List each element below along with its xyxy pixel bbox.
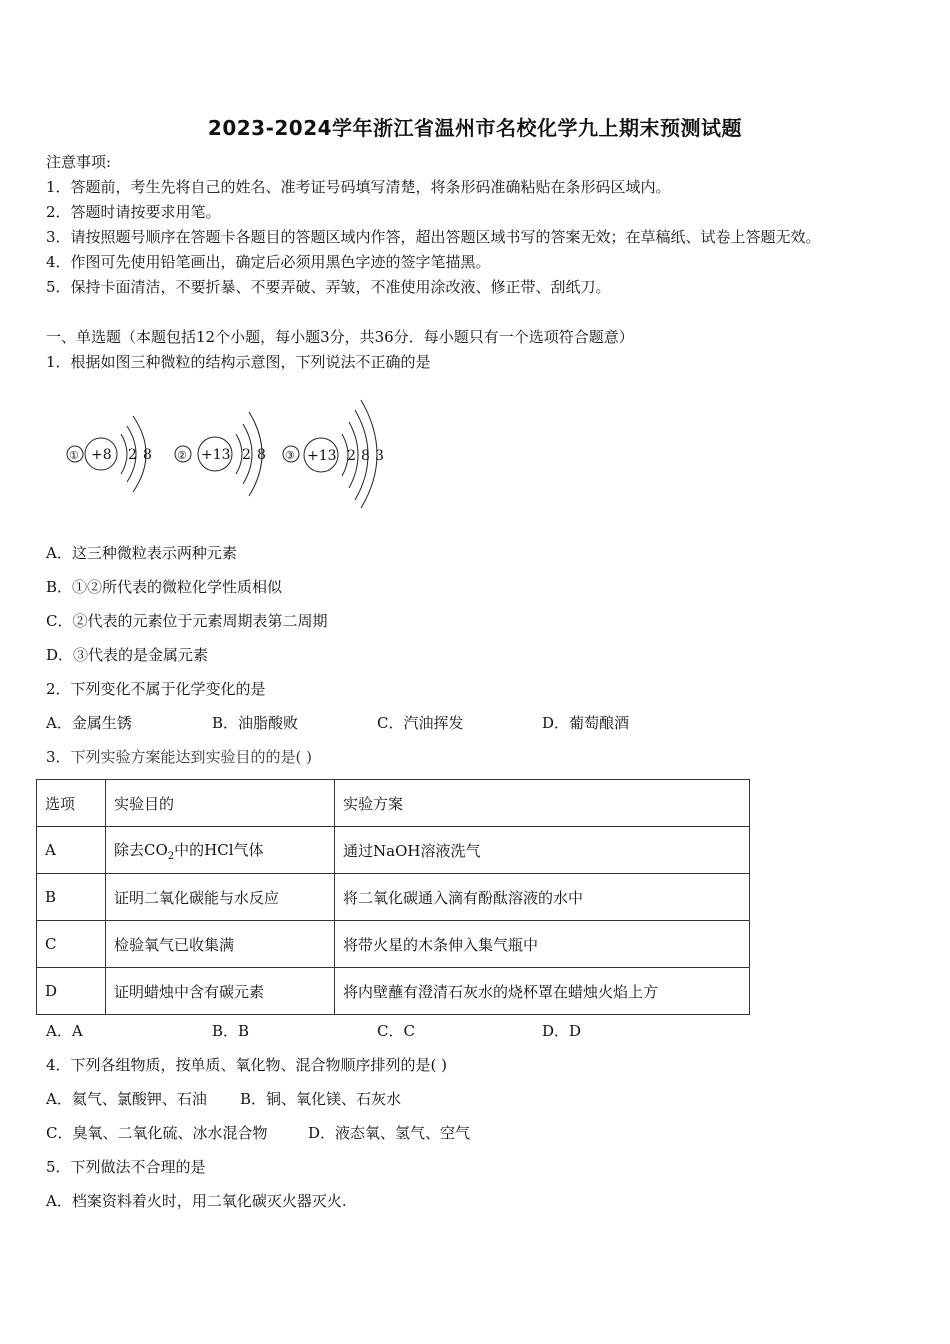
table-header: 选项: [37, 780, 106, 827]
notice-item: 1．答题前，考生先将自己的姓名、准考证号码填写清楚，将条形码准确粘贴在条形码区域内。: [46, 178, 671, 196]
table-header-row: [37, 780, 750, 827]
table-cell: 通过NaOH溶液洗气: [335, 827, 750, 874]
subscript: 2: [167, 850, 175, 862]
table-row: [37, 921, 750, 968]
table-row: [37, 968, 750, 1015]
option: D．③代表的是金属元素: [46, 646, 209, 664]
atom-label: ①: [69, 449, 79, 462]
page-title: 2023-2024学年浙江省温州市名校化学九上期末预测试题: [207, 116, 743, 140]
option: A．A: [46, 1022, 83, 1040]
table-cell: [106, 827, 335, 874]
notice-heading: 注意事项:: [46, 153, 112, 171]
table-cell: 将内壁蘸有澄清石灰水的烧杯罩在蜡烛火焰上方: [335, 968, 750, 1015]
nucleus-charge: +8: [91, 447, 112, 463]
option: A．金属生锈: [46, 714, 132, 732]
option: B．油脂酸败: [212, 714, 299, 732]
question-2-stem: 2．下列变化不属于化学变化的是: [46, 680, 266, 698]
option: D．D: [542, 1022, 582, 1040]
option: B．①②所代表的微粒化学性质相似: [46, 578, 283, 596]
notice-item: 3．请按照题号顺序在答题卡各题目的答题区域内作答，超出答题区域书写的答案无效；在草稿纸、试卷上答题无效。: [46, 228, 821, 246]
notice-item: 4．作图可先使用铅笔画出，确定后必须用黑色字迹的签字笔描黑。: [46, 253, 491, 271]
question-5-stem: 5．下列做法不合理的是: [46, 1158, 206, 1176]
table-cell: A: [37, 827, 106, 874]
option: C．汽油挥发: [377, 714, 464, 732]
option: B．铜、氧化镁、石灰水: [240, 1090, 402, 1108]
notice-item: 5．保持卡面清洁，不要折暴、不要弄破、弄皱，不准使用涂改液、修正带、刮纸刀。: [46, 278, 611, 296]
question-text: 下列实验方案能达到实验目的的是( ): [70, 748, 313, 766]
shell-electron-count: 2: [347, 448, 356, 464]
option: C．C: [377, 1022, 415, 1040]
cell-text: 中的HCl气体: [174, 840, 264, 859]
shell-electron-count: 2: [242, 447, 251, 463]
question-number: 3．: [46, 748, 71, 766]
option: A．档案资料着火时，用二氧化碳灭火器灭火.: [46, 1192, 347, 1210]
table-cell: 检验氧气已收集满: [106, 921, 335, 968]
table-header: 实验目的: [106, 780, 335, 827]
question-1-stem: 1．根据如图三种微粒的结构示意图，下列说法不正确的是: [46, 353, 431, 371]
table-cell: D: [37, 968, 106, 1015]
shell-electron-count: 2: [128, 447, 137, 463]
section-heading: 一、单选题（本题包括12个小题，每小题3分，共36分．每小题只有一个选项符合题意）: [46, 328, 634, 346]
option: B．B: [212, 1022, 250, 1040]
table-cell: 将带火星的木条伸入集气瓶中: [335, 921, 750, 968]
table-cell: 将二氧化碳通入滴有酚酞溶液的水中: [335, 874, 750, 921]
table-cell: 证明二氧化碳能与水反应: [106, 874, 335, 921]
option: A．这三种微粒表示两种元素: [46, 544, 237, 562]
option: C．臭氧、二氧化硫、冰水混合物: [46, 1124, 268, 1142]
electron-shell-arc: [121, 434, 127, 474]
table-cell: C: [37, 921, 106, 968]
option: D．液态氧、氢气、空气: [308, 1124, 471, 1142]
atom-structure-figure: [55, 398, 415, 508]
option: D．葡萄酿酒: [542, 714, 630, 732]
atom-label: ②: [177, 449, 187, 462]
nucleus-charge: +13: [201, 447, 231, 463]
option: C．②代表的元素位于元素周期表第二周期: [46, 612, 328, 630]
shell-electron-count: 8: [361, 448, 370, 464]
atom-label: ③: [285, 449, 295, 462]
cell-text: 除去CO: [114, 840, 168, 859]
shell-electron-count: 8: [143, 447, 152, 463]
table-row: [37, 874, 750, 921]
notice-item: 2．答题时请按要求用笔。: [46, 203, 221, 221]
table-cell: 证明蜡烛中含有碳元素: [106, 968, 335, 1015]
table-header: 实验方案: [335, 780, 750, 827]
shell-electron-count: 8: [257, 447, 266, 463]
nucleus-charge: +13: [307, 448, 337, 464]
question-3-stem: [46, 747, 312, 767]
table-row: [37, 827, 750, 874]
experiment-table: [36, 779, 750, 1015]
table-cell: B: [37, 874, 106, 921]
option: A．氦气、氯酸钾、石油: [46, 1090, 207, 1108]
question-4-stem: 4．下列各组物质，按单质、氧化物、混合物顺序排列的是( ): [46, 1056, 448, 1074]
shell-electron-count: 3: [375, 448, 384, 464]
